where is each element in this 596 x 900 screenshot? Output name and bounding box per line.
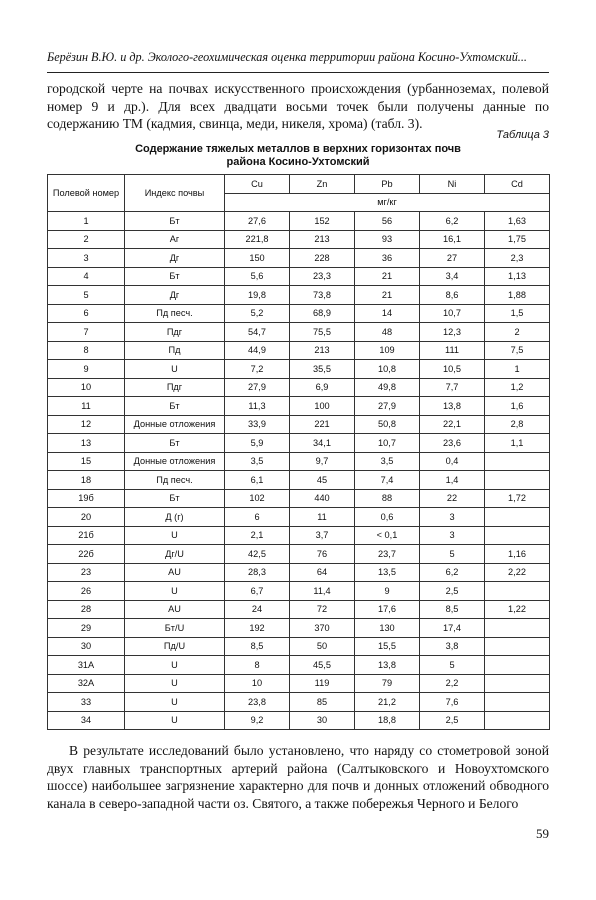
cell-zn: 100	[290, 397, 355, 416]
cell-field-number: 19б	[48, 489, 125, 508]
cell-pb: 109	[355, 341, 420, 360]
cell-ni: 6,2	[420, 212, 485, 231]
cell-cu: 10	[225, 674, 290, 693]
cell-cu: 102	[225, 489, 290, 508]
cell-pb: 48	[355, 323, 420, 342]
header-title: Эколого-геохимическая оценка территории района Косино-Ухтомский...	[147, 50, 527, 64]
cell-cu: 6	[225, 508, 290, 527]
cell-pb: 88	[355, 489, 420, 508]
col-header-cu: Cu	[225, 175, 290, 194]
cell-field-number: 31А	[48, 656, 125, 675]
cell-cd	[485, 526, 550, 545]
cell-field-number: 5	[48, 286, 125, 305]
cell-soil-index: Д (г)	[125, 508, 225, 527]
cell-soil-index: U	[125, 711, 225, 730]
table-row	[48, 286, 550, 305]
table-title	[47, 143, 549, 169]
cell-soil-index: Аг	[125, 230, 225, 249]
cell-soil-index: Бт/U	[125, 619, 225, 638]
cell-zn: 68,9	[290, 304, 355, 323]
cell-soil-index: U	[125, 526, 225, 545]
cell-cu: 11,3	[225, 397, 290, 416]
cell-ni: 3,4	[420, 267, 485, 286]
cell-ni: 10,7	[420, 304, 485, 323]
cell-soil-index: U	[125, 582, 225, 601]
cell-ni: 27	[420, 249, 485, 268]
cell-cu: 221,8	[225, 230, 290, 249]
cell-zn: 75,5	[290, 323, 355, 342]
cell-soil-index: Бт	[125, 212, 225, 231]
cell-cd: 2,8	[485, 415, 550, 434]
cell-cd	[485, 508, 550, 527]
cell-field-number: 7	[48, 323, 125, 342]
cell-cu: 8	[225, 656, 290, 675]
cell-ni: 6,2	[420, 563, 485, 582]
cell-field-number: 29	[48, 619, 125, 638]
col-header-soil-index: Индекс почвы	[125, 175, 225, 212]
cell-soil-index: Бт	[125, 397, 225, 416]
cell-ni: 8,5	[420, 600, 485, 619]
cell-pb: 15,5	[355, 637, 420, 656]
cell-ni: 16,1	[420, 230, 485, 249]
cell-soil-index: U	[125, 674, 225, 693]
cell-cd	[485, 711, 550, 730]
cell-pb: 56	[355, 212, 420, 231]
cell-pb: 50,8	[355, 415, 420, 434]
cell-cu: 28,3	[225, 563, 290, 582]
cell-field-number: 8	[48, 341, 125, 360]
cell-pb: 130	[355, 619, 420, 638]
cell-zn: 50	[290, 637, 355, 656]
cell-cu: 2,1	[225, 526, 290, 545]
cell-zn: 221	[290, 415, 355, 434]
cell-cd	[485, 637, 550, 656]
cell-field-number: 4	[48, 267, 125, 286]
cell-cd: 1,2	[485, 378, 550, 397]
table-row	[48, 489, 550, 508]
table-row	[48, 545, 550, 564]
table-row	[48, 249, 550, 268]
table-row	[48, 341, 550, 360]
cell-ni: 5	[420, 545, 485, 564]
table-title-line1: Содержание тяжелых металлов в верхних горизонтах почв	[135, 143, 461, 155]
cell-soil-index: U	[125, 693, 225, 712]
table-row	[48, 378, 550, 397]
cell-pb: 18,8	[355, 711, 420, 730]
cell-pb: 7,4	[355, 471, 420, 490]
cell-zn: 213	[290, 230, 355, 249]
cell-zn: 11	[290, 508, 355, 527]
cell-pb: 13,8	[355, 656, 420, 675]
table-row	[48, 230, 550, 249]
cell-soil-index: AU	[125, 563, 225, 582]
cell-zn: 440	[290, 489, 355, 508]
cell-cd: 1,88	[485, 286, 550, 305]
cell-zn: 6,9	[290, 378, 355, 397]
cell-cd: 1,1	[485, 434, 550, 453]
cell-cd: 1,22	[485, 600, 550, 619]
table-row	[48, 434, 550, 453]
cell-ni: 12,3	[420, 323, 485, 342]
cell-cd: 1	[485, 360, 550, 379]
cell-pb: 0,6	[355, 508, 420, 527]
cell-field-number: 23	[48, 563, 125, 582]
cell-cd	[485, 674, 550, 693]
table-row	[48, 360, 550, 379]
cell-field-number: 3	[48, 249, 125, 268]
cell-pb: 21,2	[355, 693, 420, 712]
cell-cu: 6,7	[225, 582, 290, 601]
cell-field-number: 33	[48, 693, 125, 712]
cell-cd: 1,16	[485, 545, 550, 564]
cell-soil-index: Пдг	[125, 323, 225, 342]
cell-pb: 23,7	[355, 545, 420, 564]
cell-field-number: 1	[48, 212, 125, 231]
cell-ni: 3	[420, 526, 485, 545]
table-row	[48, 674, 550, 693]
table-row	[48, 452, 550, 471]
cell-soil-index: Пд/U	[125, 637, 225, 656]
cell-field-number: 28	[48, 600, 125, 619]
cell-cu: 8,5	[225, 637, 290, 656]
cell-pb: 79	[355, 674, 420, 693]
cell-zn: 76	[290, 545, 355, 564]
cell-cu: 42,5	[225, 545, 290, 564]
table-row	[48, 267, 550, 286]
table-row	[48, 471, 550, 490]
cell-zn: 228	[290, 249, 355, 268]
cell-cu: 27,6	[225, 212, 290, 231]
cell-cu: 5,6	[225, 267, 290, 286]
cell-pb: 9	[355, 582, 420, 601]
cell-ni: 22,1	[420, 415, 485, 434]
metals-table	[47, 174, 550, 730]
cell-field-number: 32А	[48, 674, 125, 693]
cell-soil-index: Пд песч.	[125, 471, 225, 490]
cell-cd	[485, 452, 550, 471]
cell-cu: 3,5	[225, 452, 290, 471]
cell-cd	[485, 471, 550, 490]
cell-zn: 34,1	[290, 434, 355, 453]
cell-cu: 54,7	[225, 323, 290, 342]
cell-pb: 49,8	[355, 378, 420, 397]
cell-cu: 150	[225, 249, 290, 268]
table-row	[48, 526, 550, 545]
table-title-line2: района Косино-Ухтомский	[226, 156, 370, 168]
header-authors: Берёзин В.Ю. и др.	[47, 50, 145, 64]
cell-cd: 2,22	[485, 563, 550, 582]
cell-field-number: 9	[48, 360, 125, 379]
cell-field-number: 18	[48, 471, 125, 490]
cell-pb: 3,5	[355, 452, 420, 471]
cell-cd	[485, 619, 550, 638]
cell-cd: 1,72	[485, 489, 550, 508]
cell-pb: 17,6	[355, 600, 420, 619]
cell-soil-index: AU	[125, 600, 225, 619]
table-body	[48, 212, 550, 730]
cell-soil-index: Бт	[125, 267, 225, 286]
cell-pb: 10,7	[355, 434, 420, 453]
cell-cd: 1,75	[485, 230, 550, 249]
cell-soil-index: Донные отложения	[125, 452, 225, 471]
cell-field-number: 11	[48, 397, 125, 416]
cell-zn: 64	[290, 563, 355, 582]
cell-zn: 370	[290, 619, 355, 638]
cell-cu: 24	[225, 600, 290, 619]
cell-zn: 23,3	[290, 267, 355, 286]
cell-zn: 45	[290, 471, 355, 490]
table-row	[48, 711, 550, 730]
cell-cd: 7,5	[485, 341, 550, 360]
table-row	[48, 212, 550, 231]
cell-field-number: 34	[48, 711, 125, 730]
cell-zn: 85	[290, 693, 355, 712]
cell-ni: 8,6	[420, 286, 485, 305]
cell-field-number: 21б	[48, 526, 125, 545]
table-label: Таблица 3	[496, 129, 549, 141]
col-header-zn: Zn	[290, 175, 355, 194]
cell-ni: 0,4	[420, 452, 485, 471]
page-number: 59	[536, 826, 549, 841]
cell-ni: 5	[420, 656, 485, 675]
cell-soil-index: Донные отложения	[125, 415, 225, 434]
table-row	[48, 323, 550, 342]
cell-cd	[485, 656, 550, 675]
table-row	[48, 656, 550, 675]
cell-zn: 73,8	[290, 286, 355, 305]
cell-soil-index: Пд песч.	[125, 304, 225, 323]
cell-pb: 93	[355, 230, 420, 249]
table-row	[48, 600, 550, 619]
cell-ni: 111	[420, 341, 485, 360]
col-header-ni: Ni	[420, 175, 485, 194]
cell-pb: < 0,1	[355, 526, 420, 545]
cell-field-number: 2	[48, 230, 125, 249]
cell-zn: 213	[290, 341, 355, 360]
cell-soil-index: Дг/U	[125, 545, 225, 564]
cell-cd: 2,3	[485, 249, 550, 268]
cell-zn: 152	[290, 212, 355, 231]
running-header	[47, 50, 549, 65]
table-row	[48, 693, 550, 712]
cell-pb: 36	[355, 249, 420, 268]
cell-cd: 1,13	[485, 267, 550, 286]
cell-zn: 9,7	[290, 452, 355, 471]
cell-cd: 1,6	[485, 397, 550, 416]
cell-cu: 19,8	[225, 286, 290, 305]
cell-zn: 3,7	[290, 526, 355, 545]
col-header-pb: Pb	[355, 175, 420, 194]
cell-ni: 13,8	[420, 397, 485, 416]
cell-cu: 23,8	[225, 693, 290, 712]
cell-field-number: 20	[48, 508, 125, 527]
cell-ni: 17,4	[420, 619, 485, 638]
cell-cu: 33,9	[225, 415, 290, 434]
table-row	[48, 415, 550, 434]
cell-field-number: 26	[48, 582, 125, 601]
table-row	[48, 637, 550, 656]
cell-field-number: 30	[48, 637, 125, 656]
cell-zn: 119	[290, 674, 355, 693]
cell-pb: 13,5	[355, 563, 420, 582]
table-row	[48, 563, 550, 582]
cell-field-number: 15	[48, 452, 125, 471]
cell-soil-index: U	[125, 656, 225, 675]
cell-ni: 23,6	[420, 434, 485, 453]
cell-zn: 72	[290, 600, 355, 619]
cell-soil-index: Бт	[125, 434, 225, 453]
table-row	[48, 582, 550, 601]
cell-cu: 44,9	[225, 341, 290, 360]
cell-zn: 30	[290, 711, 355, 730]
cell-ni: 7,7	[420, 378, 485, 397]
cell-zn: 45,5	[290, 656, 355, 675]
table-row	[48, 304, 550, 323]
cell-cu: 5,2	[225, 304, 290, 323]
cell-cd: 1,5	[485, 304, 550, 323]
cell-cd	[485, 582, 550, 601]
cell-ni: 1,4	[420, 471, 485, 490]
cell-soil-index: U	[125, 360, 225, 379]
cell-field-number: 6	[48, 304, 125, 323]
cell-field-number: 22б	[48, 545, 125, 564]
cell-pb: 21	[355, 286, 420, 305]
header-rule	[47, 72, 549, 73]
cell-soil-index: Дг	[125, 286, 225, 305]
cell-zn: 35,5	[290, 360, 355, 379]
cell-soil-index: Пд	[125, 341, 225, 360]
cell-cd: 2	[485, 323, 550, 342]
cell-cu: 9,2	[225, 711, 290, 730]
cell-field-number: 13	[48, 434, 125, 453]
cell-cu: 192	[225, 619, 290, 638]
cell-field-number: 12	[48, 415, 125, 434]
cell-ni: 22	[420, 489, 485, 508]
cell-ni: 2,5	[420, 711, 485, 730]
cell-ni: 3	[420, 508, 485, 527]
col-header-cd: Cd	[485, 175, 550, 194]
cell-cd: 1,63	[485, 212, 550, 231]
cell-cu: 27,9	[225, 378, 290, 397]
cell-zn: 11,4	[290, 582, 355, 601]
cell-cu: 6,1	[225, 471, 290, 490]
cell-ni: 2,5	[420, 582, 485, 601]
cell-field-number: 10	[48, 378, 125, 397]
col-header-field-number: Полевой номер	[48, 175, 125, 212]
cell-pb: 10,8	[355, 360, 420, 379]
cell-pb: 27,9	[355, 397, 420, 416]
cell-soil-index: Бт	[125, 489, 225, 508]
table-row	[48, 619, 550, 638]
cell-ni: 3,8	[420, 637, 485, 656]
cell-ni: 10,5	[420, 360, 485, 379]
col-header-unit: мг/кг	[225, 194, 550, 212]
cell-pb: 14	[355, 304, 420, 323]
cell-cd	[485, 693, 550, 712]
cell-ni: 2,2	[420, 674, 485, 693]
cell-cu: 5,9	[225, 434, 290, 453]
cell-soil-index: Дг	[125, 249, 225, 268]
cell-ni: 7,6	[420, 693, 485, 712]
table-row	[48, 508, 550, 527]
cell-cu: 7,2	[225, 360, 290, 379]
cell-pb: 21	[355, 267, 420, 286]
table-row	[48, 397, 550, 416]
paragraph-top: городской черте на почвах искусственного происхождения (урбанноземах, полевой номер 9 и др.). Для всех двадцати восьми точек были получены данные по содержанию ТМ (кадмия, свинца, меди, никеля, хрома) (табл. 3).	[47, 81, 549, 132]
cell-soil-index: Пдг	[125, 378, 225, 397]
paragraph-bottom: В результате исследований было установлено, что наряду со стометровой зоной двух главных транспортных артерий района (Салтыковского и Новоухтомского шоссе) наибольшее загрязнение характерно для почв и донных отложений обводного канала в северо-западной части оз. Святого, а также побережья Черного и Белого	[47, 743, 549, 811]
